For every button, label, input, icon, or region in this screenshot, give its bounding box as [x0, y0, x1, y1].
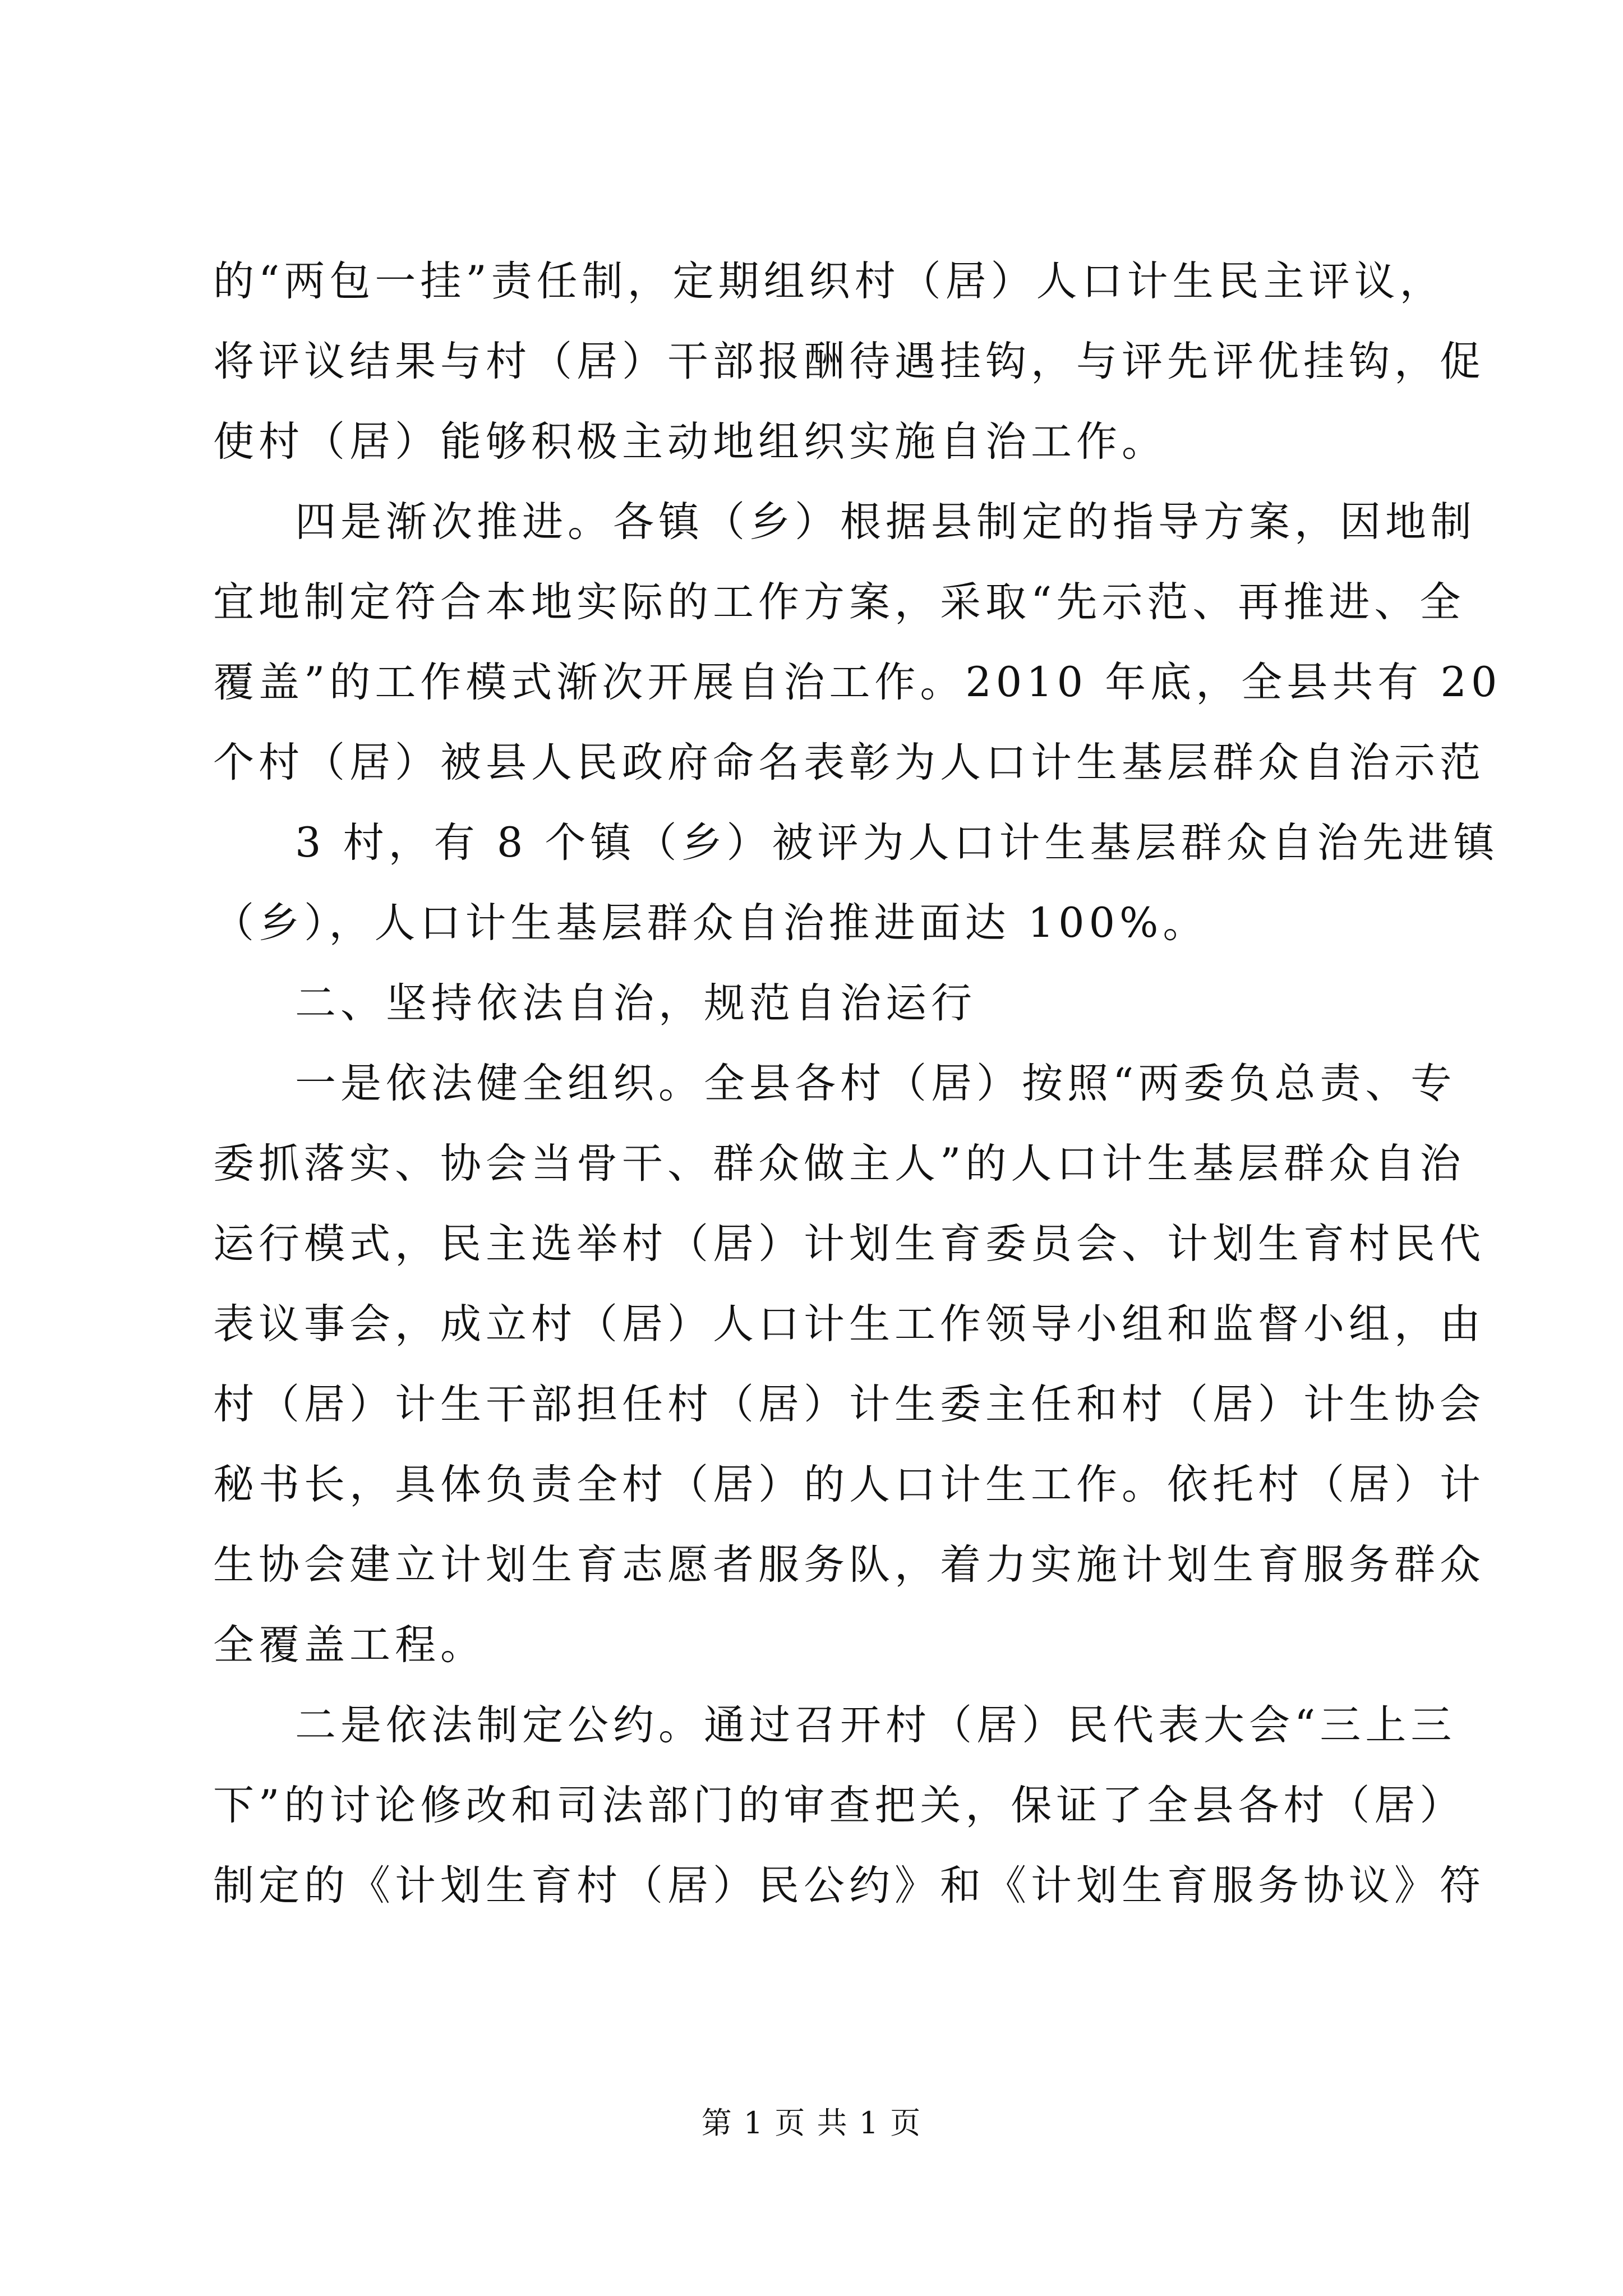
- text-line-14: 表议事会，成立村（居）人口计生工作领导小组和监督小组，由: [213, 1300, 1485, 1348]
- page-number-footer: 第 1 页 共 1 页: [701, 2105, 922, 2141]
- text-line-2: 将评议结果与村（居）干部报酬待遇挂钩，与评先评优挂钩，促: [213, 338, 1485, 385]
- text-line-15: 村（居）计生干部担任村（居）计生委主任和村（居）计生协会: [213, 1381, 1485, 1428]
- text-line-6: 覆盖”的工作模式渐次开展自治工作。2010 年底，全县共有 20: [213, 659, 1502, 706]
- text-line-9: （乡），人口计生基层群众自治推进面达 100%。: [213, 899, 1209, 947]
- text-line-19: 二是依法制定公约。通过召开村（居）民代表大会“三上三: [295, 1701, 1456, 1749]
- text-line-13: 运行模式，民主选举村（居）计划生育委员会、计划生育村民代: [213, 1220, 1485, 1268]
- text-line-8: 3 村，有 8 个镇（乡）被评为人口计生基层群众自治先进镇: [295, 819, 1499, 867]
- document-body: [213, 241, 1502, 1926]
- text-line-1: 的“两包一挂”责任制，定期组织村（居）人口计生民主评议，: [213, 257, 1445, 305]
- text-line-4: 四是渐次推进。各镇（乡）根据县制定的指导方案，因地制: [295, 498, 1476, 546]
- text-line-18: 全覆盖工程。: [213, 1621, 486, 1669]
- text-line-21: 制定的《计划生育村（居）民公约》和《计划生育服务协议》符: [213, 1862, 1485, 1910]
- text-line-20: 下”的讨论修改和司法部门的审查把关，保证了全县各村（居）: [213, 1782, 1465, 1829]
- text-line-5: 宜地制定符合本地实际的工作方案，采取“先示范、再推进、全: [213, 578, 1465, 626]
- text-line-11: 一是依法健全组织。全县各村（居）按照“两委负总责、专: [295, 1060, 1456, 1107]
- text-line-16: 秘书长，具体负责全村（居）的人口计生工作。依托村（居）计: [213, 1461, 1485, 1508]
- text-line-7: 个村（居）被县人民政府命名表彰为人口计生基层群众自治示范: [213, 739, 1485, 786]
- text-line-17: 生协会建立计划生育志愿者服务队，着力实施计划生育服务群众: [213, 1541, 1485, 1589]
- text-line-3: 使村（居）能够积极主动地组织实施自治工作。: [213, 418, 1167, 466]
- section-heading: 二、坚持依法自治，规范自治运行: [295, 979, 976, 1027]
- text-line-12: 委抓落实、协会当骨干、群众做主人”的人口计生基层群众自治: [213, 1140, 1465, 1188]
